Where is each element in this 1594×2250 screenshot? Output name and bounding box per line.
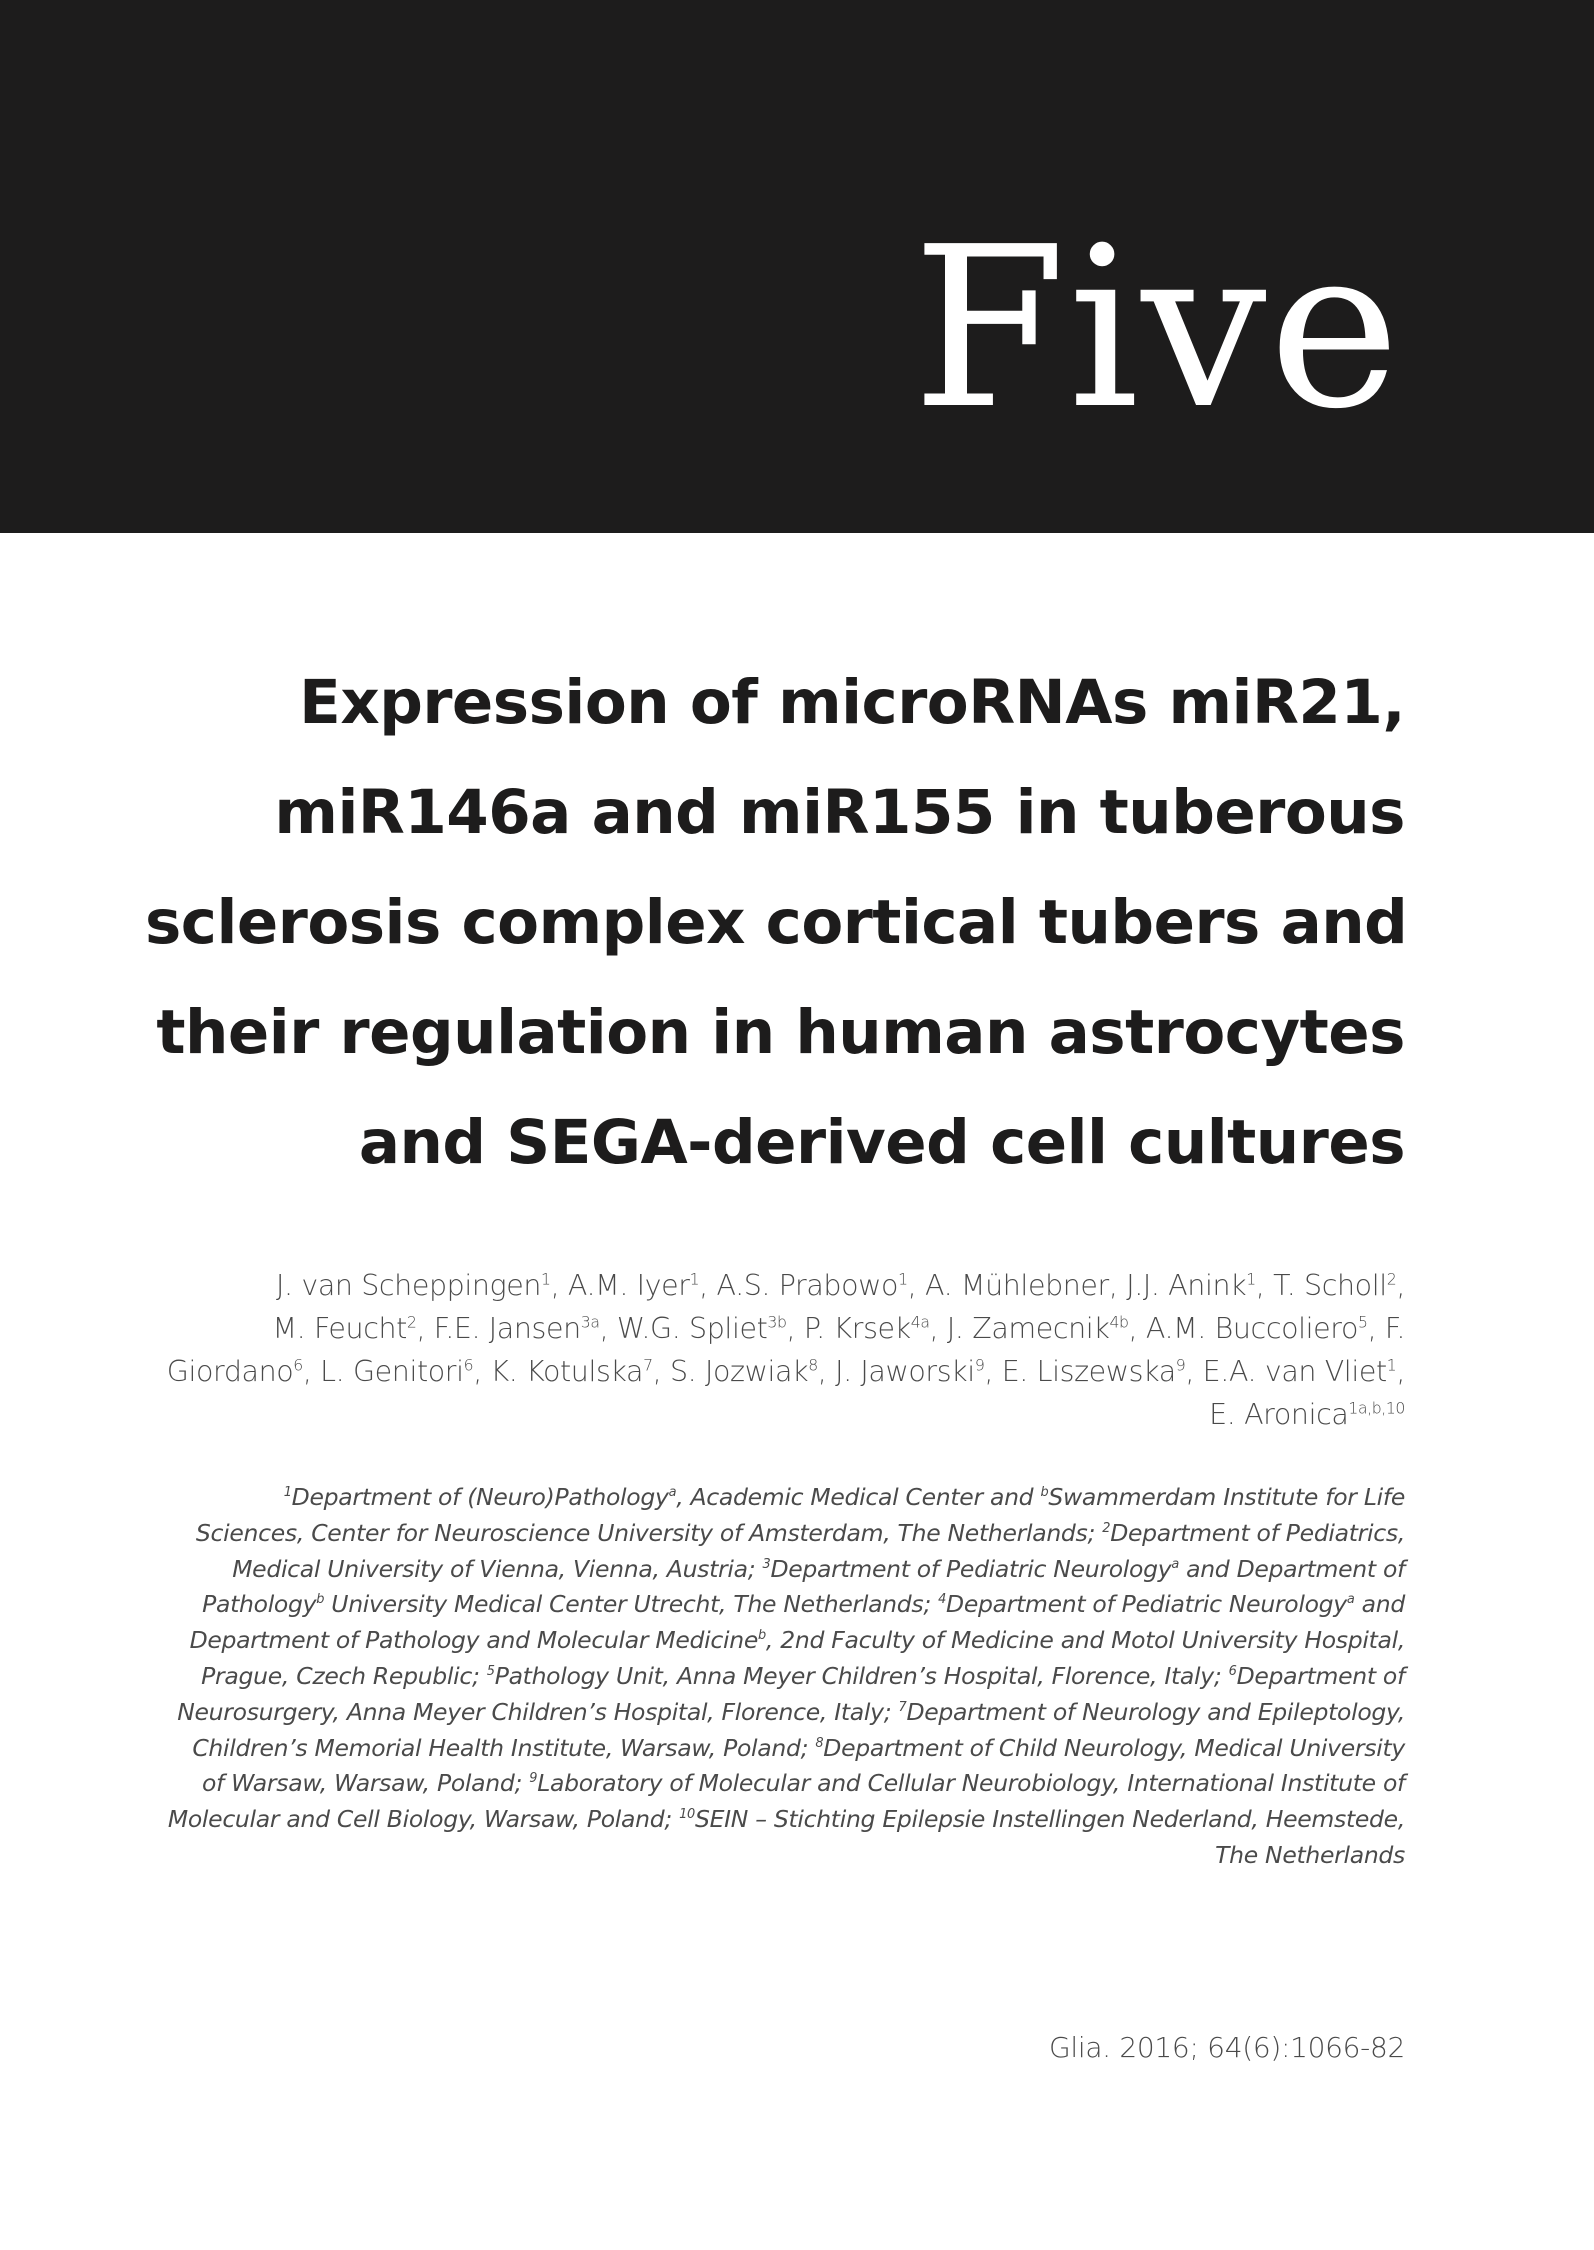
text-segment: , J. Zamecnik bbox=[929, 1312, 1110, 1345]
title-line: Expression of microRNAs miR21, bbox=[299, 667, 1405, 738]
text-segment: Giordano bbox=[166, 1355, 294, 1388]
text-segment: , 2nd Faculty of Medicine and Motol University Hospital, bbox=[765, 1626, 1405, 1655]
text-segment: Children’s Memorial Health Institute, Warsaw, Poland; bbox=[192, 1733, 816, 1762]
text-segment: , A.M. Buccoliero bbox=[1128, 1312, 1359, 1345]
text-segment: , P. Krsek bbox=[786, 1312, 911, 1345]
text-segment: Laboratory of Molecular and Cellular Neurobiology, International Institute of bbox=[537, 1769, 1405, 1798]
text-segment: Pathology bbox=[202, 1590, 317, 1619]
text-segment: E. Aronica bbox=[1209, 1398, 1349, 1431]
superscript-marker: 2 bbox=[406, 1312, 417, 1332]
superscript-marker: a bbox=[1171, 1556, 1179, 1572]
superscript-marker: 9 bbox=[529, 1771, 538, 1787]
superscript-marker: 4a bbox=[910, 1312, 930, 1332]
text-segment: Swammerdam Institute for Life bbox=[1048, 1483, 1405, 1511]
text-segment: Department of (Neuro)Pathology bbox=[291, 1483, 669, 1511]
superscript-marker: 6 bbox=[463, 1355, 474, 1375]
superscript-marker: 9 bbox=[974, 1355, 985, 1375]
text-segment: of Warsaw, Warsaw, Poland; bbox=[201, 1769, 530, 1798]
chapter-banner bbox=[0, 0, 1594, 533]
superscript-marker: a bbox=[668, 1485, 677, 1501]
superscript-marker: 1 bbox=[898, 1269, 908, 1289]
title-line: sclerosis complex cortical tubers and bbox=[145, 887, 1408, 958]
author-list bbox=[165, 1264, 1405, 1436]
citation: Glia. 2016; 64(6):1066-82 bbox=[1048, 2031, 1405, 2064]
text-segment: Medical University of Vienna, Vienna, Austria; bbox=[232, 1554, 763, 1583]
text-segment: and Department of bbox=[1178, 1554, 1405, 1583]
text-segment: Department of Neurology and Epileptology, bbox=[906, 1697, 1405, 1726]
affiliation-line bbox=[135, 1659, 1405, 1695]
affiliation-line bbox=[135, 1802, 1405, 1838]
text-segment: M. Feucht bbox=[272, 1312, 407, 1345]
text-segment: Department of Pediatric Neurology bbox=[946, 1590, 1347, 1619]
text-segment: , F. bbox=[1367, 1312, 1405, 1345]
text-segment: J. van Scheppingen bbox=[276, 1269, 542, 1302]
text-segment: , Academic Medical Center and bbox=[676, 1483, 1041, 1511]
text-segment: Department of Child Neurology, Medical University bbox=[823, 1733, 1405, 1762]
affiliations bbox=[135, 1480, 1405, 1874]
superscript-marker: 5 bbox=[486, 1664, 495, 1680]
text-segment: , E.A. van Vliet bbox=[1185, 1355, 1387, 1388]
superscript-marker: 6 bbox=[293, 1355, 303, 1375]
superscript-marker: 4b bbox=[1109, 1312, 1129, 1332]
superscript-marker: 1a,b,10 bbox=[1348, 1398, 1405, 1418]
text-segment: Department of Pediatrics, bbox=[1110, 1518, 1405, 1547]
superscript-marker: 10 bbox=[679, 1807, 695, 1823]
superscript-marker: 1 bbox=[1246, 1269, 1256, 1289]
title-line: their regulation in human astrocytes bbox=[156, 997, 1405, 1068]
affiliation-line bbox=[135, 1480, 1405, 1516]
text-segment: , A. Mühlebner, J.J. Anink bbox=[907, 1269, 1247, 1302]
superscript-marker: 4 bbox=[938, 1592, 947, 1608]
text-segment: , J. Jaworski bbox=[817, 1355, 975, 1388]
superscript-marker: 8 bbox=[808, 1355, 818, 1375]
text-segment: Prague, Czech Republic; bbox=[201, 1661, 487, 1690]
text-segment: , K. Kotulska bbox=[473, 1355, 644, 1388]
text-segment: , E. Liszewska bbox=[984, 1355, 1176, 1388]
text-segment: , bbox=[1396, 1355, 1405, 1388]
text-segment: , S. Jozwiak bbox=[652, 1355, 809, 1388]
text-segment: , A.M. Iyer bbox=[550, 1269, 690, 1302]
superscript-marker: b bbox=[316, 1592, 325, 1608]
affiliation-line bbox=[135, 1552, 1405, 1588]
title-line: and SEGA-derived cell cultures bbox=[358, 1107, 1405, 1178]
text-segment: and bbox=[1354, 1590, 1405, 1619]
text-segment: , T. Scholl bbox=[1255, 1269, 1387, 1302]
superscript-marker: 1 bbox=[1386, 1355, 1397, 1375]
affiliation-line bbox=[135, 1587, 1405, 1623]
affiliation-line bbox=[135, 1731, 1405, 1767]
superscript-marker: 1 bbox=[541, 1269, 551, 1289]
text-segment: Sciences, Center for Neuroscience University of Amsterdam, The Netherlands; bbox=[195, 1518, 1103, 1547]
affiliation-line bbox=[135, 1623, 1405, 1659]
superscript-marker: b bbox=[1040, 1485, 1049, 1501]
affiliation-line bbox=[135, 1695, 1405, 1731]
text-segment: Department of Pathology and Molecular Medicine bbox=[189, 1626, 758, 1655]
text-segment: Department of bbox=[1236, 1661, 1405, 1690]
text-segment: , W.G. Spliet bbox=[599, 1312, 768, 1345]
article-title bbox=[145, 648, 1408, 1198]
affiliation-line bbox=[135, 1766, 1405, 1802]
text-segment: Neurosurgery, Anna Meyer Children’s Hospital, Florence, Italy; bbox=[177, 1697, 899, 1726]
text-segment: , bbox=[1396, 1269, 1405, 1302]
text-segment: The Netherlands bbox=[1215, 1840, 1405, 1869]
superscript-marker: b bbox=[758, 1628, 766, 1644]
text-segment: , F.E. Jansen bbox=[416, 1312, 581, 1345]
superscript-marker: 9 bbox=[1175, 1355, 1186, 1375]
text-segment: , L. Genitori bbox=[302, 1355, 464, 1388]
text-segment: Molecular and Cell Biology, Warsaw, Poland; bbox=[167, 1805, 680, 1834]
superscript-marker: 2 bbox=[1386, 1269, 1397, 1289]
superscript-marker: 3a bbox=[580, 1312, 600, 1332]
affiliation-line bbox=[135, 1516, 1405, 1552]
superscript-marker: 1 bbox=[283, 1485, 292, 1501]
title-line: miR146a and miR155 in tuberous bbox=[274, 777, 1405, 848]
text-segment: , A.S. Prabowo bbox=[699, 1269, 899, 1302]
text-segment: SEIN – Stichting Epilepsie Instellingen Nederland, Heemstede, bbox=[694, 1805, 1405, 1834]
author-line bbox=[165, 1393, 1405, 1436]
superscript-marker: 5 bbox=[1358, 1312, 1368, 1332]
superscript-marker: 1 bbox=[689, 1269, 700, 1289]
text-segment: Department of Pediatric Neurology bbox=[770, 1554, 1172, 1583]
superscript-marker: 3 bbox=[762, 1556, 771, 1572]
affiliation-line bbox=[135, 1838, 1405, 1874]
author-line bbox=[165, 1350, 1405, 1393]
superscript-marker: 2 bbox=[1102, 1520, 1111, 1536]
superscript-marker: 3b bbox=[767, 1312, 787, 1332]
superscript-marker: 7 bbox=[643, 1355, 653, 1375]
text-segment: Pathology Unit, Anna Meyer Children’s Hospital, Florence, Italy; bbox=[494, 1661, 1229, 1690]
chapter-number: Five bbox=[912, 200, 1402, 458]
superscript-marker: 7 bbox=[898, 1699, 907, 1715]
superscript-marker: a bbox=[1346, 1592, 1355, 1608]
author-line bbox=[165, 1264, 1405, 1307]
text-segment: University Medical Center Utrecht, The Netherlands; bbox=[324, 1590, 939, 1619]
superscript-marker: 8 bbox=[815, 1735, 824, 1751]
superscript-marker: 6 bbox=[1228, 1664, 1237, 1680]
author-line bbox=[165, 1307, 1405, 1350]
